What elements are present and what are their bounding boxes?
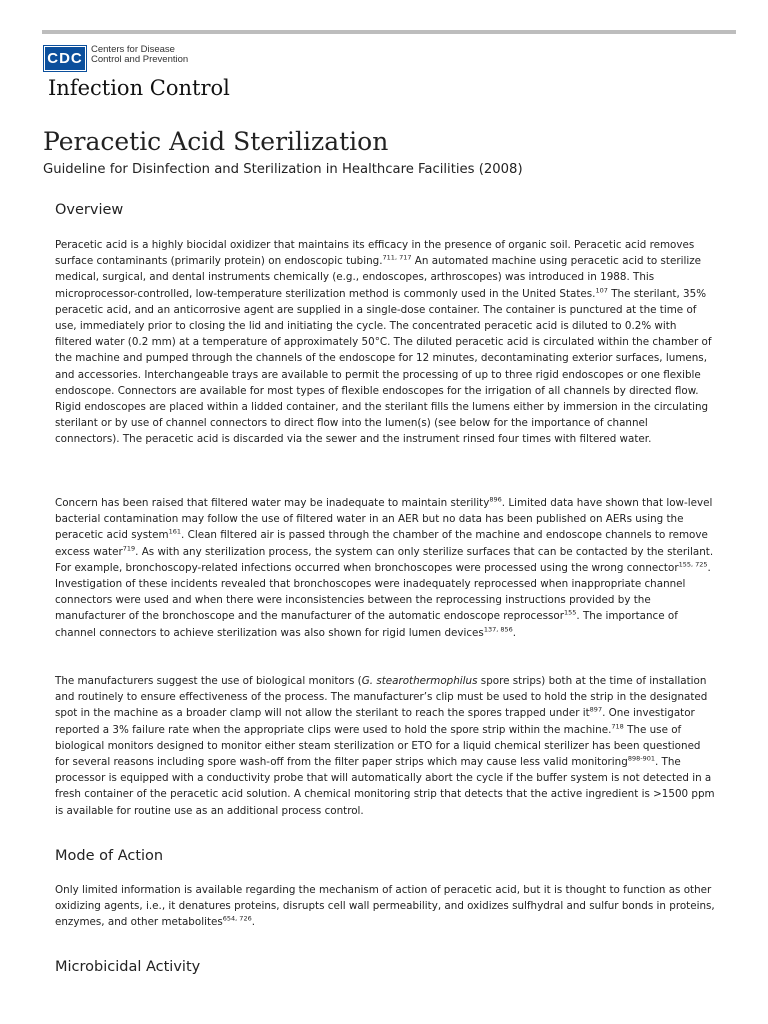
overview-paragraph-2: Concern has been raised that filtered water may be inadequate to maintain sterility$^{896}$. Limited data have shown that low-level bacterial contamination may follow the use of filtered water in an AER but no data has been published on AERs using the peracetic acid system$^{161}$. Clean filtered air is passed through the chamber of the machine and endoscope channels to remove excess water$^{719}$. As with any sterilization process, the system can only sterilize surfaces that can be contacted by the sterilant. For example, bronchoscopy-related infections occurred when bronchoscopes were processed using the wrong connector$^{155, 725}$. Investigation of these incidents revealed that bronchoscopes were inadequately reprocessed when inappropriate channel connectors were used and when there were inconsistencies between the reprocessing instructions provided by the manufacturer of the bronchoscope and the manufacturer of the automatic endoscope reprocessor$^{155}$. The importance of channel connectors to achieve sterilization was also shown for rigid lumen devices$^{137, 856}$. xyxy=(55,495,714,639)
overview-heading: Overview xyxy=(55,202,124,218)
logo-line-1: Centers for Disease xyxy=(91,44,175,55)
mode-of-action-heading: Mode of Action xyxy=(55,848,164,864)
logo-line-2: Control and Prevention xyxy=(91,54,189,65)
mode-of-action-paragraph: Only limited information is available regarding the mechanism of action of peracetic acid, but it is thought to function as other oxidizing agents, i.e., it denatures proteins, disrupts cell wall permeability, and oxidizes sulfhydral and sulfur bonds in proteins, enzymes, and other metabolites$^{654, 726}$. xyxy=(55,884,715,929)
page-subtitle: Guideline for Disinfection and Sterilization in Healthcare Facilities (2008) xyxy=(43,162,523,177)
overview-paragraph-1: Peracetic acid is a highly biocidal oxidizer that maintains its efficacy in the presence of organic soil. Peracetic acid removes surface contaminants (primarily protein) on endoscopic tubing.$^{711, 717}$ An automated machine using peracetic acid to sterilize medical, surgical, and dental instruments chemically (e.g., endoscopes, arthroscopes) was introduced in 1988. This microprocessor-controlled, low-temperature sterilization method is commonly used in the United States.$^{107}$ The sterilant, 35% peracetic acid, and an anticorrosive agent are supplied in a single-dose container. The container is punctured at the time of use, immediately prior to closing the lid and initiating the cycle. The concentrated peracetic acid is diluted to 0.2% with filtered water (0.2 mm) at a temperature of approximately 50°C. The diluted peracetic acid is circulated within the chamber of the machine and pumped through the channels of the endoscope for 12 minutes, decontaminating exterior surfaces, lumens, and accessories. Interchangeable trays are available to permit the processing of up to three rigid endoscopes or one flexible endoscope. Connectors are available for most types of flexible endoscopes for the irrigation of all channels by directed flow. Rigid endoscopes are placed within a lidded container, and the sterilant fills the lumens either by immersion in the circulating sterilant or by use of channel connectors to direct flow into the lumen(s) (see below for the importance of channel connectors). The peracetic acid is discarded via the sewer and the instrument rinsed four times with filtered water. xyxy=(55,239,712,446)
cdc-logo-text xyxy=(91,45,188,65)
cdc-logo-mark: CDC xyxy=(43,45,87,72)
top-divider xyxy=(42,30,736,34)
microbicidal-activity-heading: Microbicidal Activity xyxy=(55,959,201,975)
cdc-logo[interactable] xyxy=(43,45,188,72)
page-title: Peracetic Acid Sterilization xyxy=(43,127,389,156)
overview-paragraph-3: The manufacturers suggest the use of biological monitors (G. stearothermophilus spore strips) both at the time of installation and routinely to ensure effectiveness of the process. The manufacturer’s clip must be used to hold the strip in the designated spot in the machine as a broader clamp will not allow the sterilant to reach the spores trapped under $it^{897}$. One investigator reported a 3% failure rate when the appropriate clips were used to hold the spore strip within the machine.$^{718}$ The use of biological monitors designed to monitor either steam sterilization or ETO for a liquid chemical sterilizer has been questioned for several reasons including spore wash-off from the filter paper strips which may cause less valid monitoring$^{898-901}$. The processor is equipped with a conductivity probe that will automatically abort the cycle if the buffer system is not detected in a fresh container of the peracetic acid solution. A chemical monitoring strip that detects that the active ingredient is >1500 ppm is available for routine use as an additional process control. xyxy=(55,675,715,817)
site-title[interactable]: Infection Control xyxy=(48,76,230,100)
